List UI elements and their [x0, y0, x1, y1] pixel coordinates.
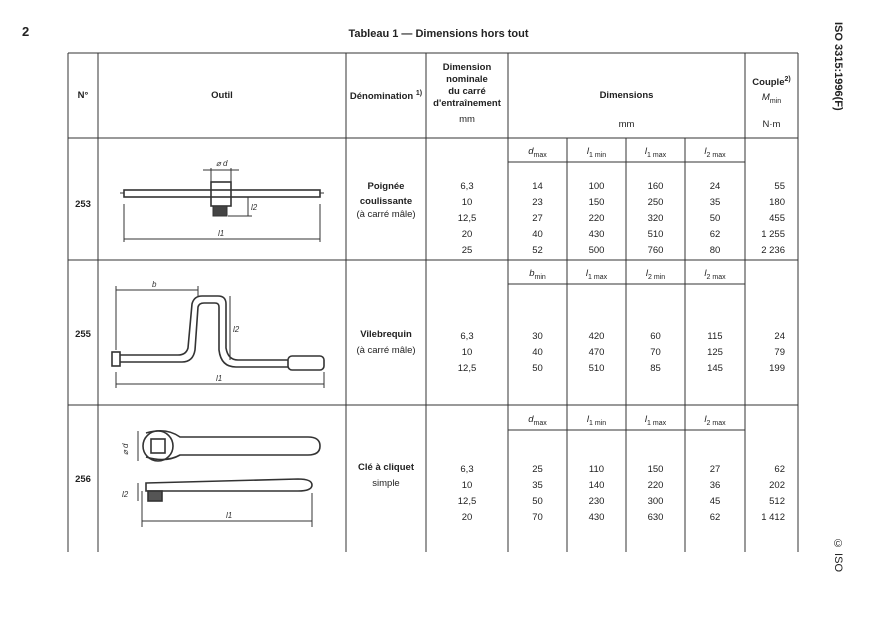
label-l1: l1	[216, 374, 223, 383]
row-number: 255	[75, 329, 91, 340]
figure-ratchet-wrench	[98, 405, 346, 552]
figure-sliding-tee-handle	[98, 138, 346, 260]
dim-col: 420 470 510	[588, 331, 605, 374]
tool-note: (à carré mâle)	[356, 209, 416, 220]
col-head: $d_{max}$	[528, 146, 547, 159]
col-head: $l_{1 min}$	[586, 414, 607, 427]
header-couple: Couple$^{2)}$	[752, 76, 791, 89]
dim-col: 30 40 50	[532, 331, 543, 374]
dim-col: 160 250 320 510 760	[647, 181, 664, 256]
label-l1: l1	[218, 229, 225, 238]
row-number: 253	[75, 199, 91, 210]
tool-name: Poignée coulissante	[359, 181, 413, 207]
table-title: Tableau 1 — Dimensions hors tout	[348, 28, 529, 40]
col-head: $l_{2 max}$	[704, 268, 726, 281]
row-number: 256	[75, 474, 91, 485]
dim-col: 150 220 300 630	[647, 464, 664, 523]
col-head: $l_{2 max}$	[704, 146, 726, 159]
col-head: $l_{2 max}$	[704, 414, 726, 427]
dim-col: 14 23 27 40 52	[532, 181, 543, 256]
col-head: $l_{1 max}$	[644, 146, 667, 159]
figure-brace-wrench	[98, 260, 346, 405]
label-l2: l2	[122, 490, 129, 499]
label-l2: l2	[251, 203, 258, 212]
page-number: 2	[22, 24, 30, 39]
dim-col: 100 150 220 430 500	[588, 181, 605, 256]
dim-col: 25 35 50 70	[532, 464, 543, 523]
copyright-notice: © ISO	[832, 538, 844, 573]
header-dimensions: Dimensions	[599, 90, 654, 101]
nominal-values: 6,3 10 12,5 20	[457, 464, 477, 523]
header-couple-symbol: $M_{min}$	[761, 92, 782, 105]
dim-col: 60 70 85	[650, 331, 661, 374]
label-b: b	[152, 280, 157, 289]
col-head: $l_{2 min}$	[645, 268, 666, 281]
couple-values: 62 202 512 1 412	[761, 464, 785, 523]
header-denomination: Dénomination $^{1)}$	[349, 90, 423, 103]
label-l1: l1	[226, 511, 233, 520]
dim-col: 110 140 230 430	[588, 464, 605, 523]
standard-reference: ISO 3315:1996(F)	[832, 22, 844, 111]
tool-note: simple	[372, 478, 400, 489]
nominal-values: 6,3 10 12,5 20 25	[457, 181, 477, 256]
tool-note: (à carré mâle)	[356, 345, 416, 356]
dim-col: 24 35 50 62 80	[709, 181, 721, 256]
couple-values: 24 79 199	[769, 331, 785, 374]
header-outil: Outil	[211, 90, 233, 101]
couple-values: 55 180 455 1 255 2 236	[761, 181, 785, 256]
header-couple-unit: N·m	[762, 119, 781, 130]
header-no: N°	[77, 90, 89, 101]
nominal-values: 6,3 10 12,5	[457, 331, 477, 374]
col-head: $l_{1 min}$	[586, 146, 607, 159]
label-d: ⌀ d	[121, 443, 130, 455]
col-head: $l_{1 max}$	[644, 414, 667, 427]
tool-name: Clé à cliquet	[358, 462, 414, 473]
tool-name: Vilebrequin	[360, 329, 412, 340]
dim-col: 115 125 145	[707, 331, 723, 374]
col-head: $d_{max}$	[528, 414, 547, 427]
header-dimensions-unit: mm	[618, 119, 635, 130]
col-head: $b_{min}$	[529, 268, 546, 281]
dim-col: 27 36 45 62	[709, 464, 721, 523]
col-head: $l_{1 max}$	[585, 268, 608, 281]
header-dimension-nominale: Dimension nominale du carré d'entraînement mm	[433, 62, 501, 125]
label-d: ⌀ d	[216, 159, 228, 168]
label-l2: l2	[233, 325, 240, 334]
